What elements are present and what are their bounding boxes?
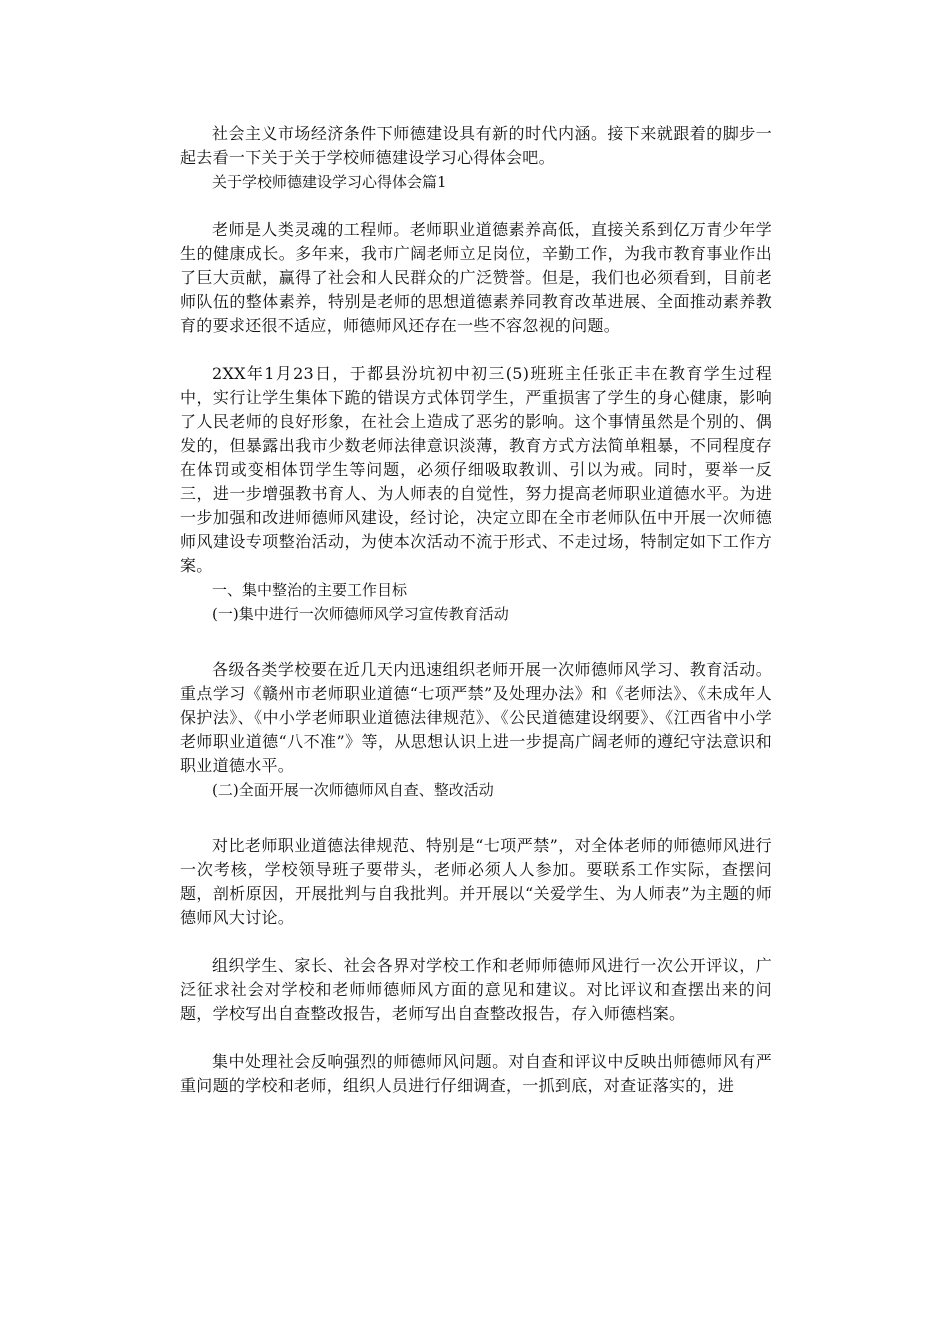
body-paragraph: 对比老师职业道德法律规范、特别是“七项严禁”，对全体老师的师德师风进行一次考核，学校领导班子要带头，老师必须人人参加。要联系工作实际，查摆问题，剖析原因，开展批判与自我批判。并开展以“关爱学生、为人师表”为主题的师德师风大讨论。: [180, 836, 772, 927]
body-paragraph: 各级各类学校要在近几天内迅速组织老师开展一次师德师风学习、教育活动。重点学习《赣州市老师职业道德“七项严禁”及处理办法》和《老师法》、《未成年人保护法》、《中小学老师职业道德法律规范》、《公民道德建设纲要》、《江西省中小学老师职业道德“八不准”》等，从思想认识上进一步提高广阔老师的遵纪守法意识和职业道德水平。: [180, 660, 772, 775]
subsection-heading: (二)全面开展一次师德师风自查、整改活动: [212, 781, 494, 799]
body-paragraph: 老师是人类灵魂的工程师。老师职业道德素养高低，直接关系到亿万青少年学生的健康成长。多年来，我市广阔老师立足岗位，辛勤工作，为我市教育事业作出了巨大贡献，赢得了社会和人民群众的广泛赞誉。但是，我们也必须看到，目前老师队伍的整体素养，特别是老师的思想道德素养同教育改革进展、全面推动素养教育的要求还很不适应，师德师风还存在一些不容忽视的问题。: [180, 220, 772, 335]
body-paragraph: 组织学生、家长、社会各界对学校工作和老师师德师风进行一次公开评议，广泛征求社会对学校和老师师德师风方面的意见和建议。对比评议和查摆出来的问题，学校写出自查整改报告，老师写出自查整改报告，存入师德档案。: [180, 956, 772, 1023]
intro-paragraph: 社会主义市场经济条件下师德建设具有新的时代内涵。接下来就跟着的脚步一起去看一下关于关于学校师德建设学习心得体会吧。: [180, 124, 772, 167]
article-title: 关于学校师德建设学习心得体会篇1: [212, 173, 447, 191]
body-paragraph: 集中处理社会反响强烈的师德师风问题。对自查和评议中反映出师德师风有严重问题的学校和老师，组织人员进行仔细调查，一抓到底，对查证落实的，进: [180, 1052, 772, 1095]
subsection-heading: (一)集中进行一次师德师风学习宣传教育活动: [212, 605, 509, 623]
section-heading: 一、集中整治的主要工作目标: [212, 581, 408, 599]
body-paragraph: 2XX年1月23日，于都县汾坑初中初三(5)班班主任张正丰在教育学生过程中，实行让学生集体下跪的错误方式体罚学生，严重损害了学生的身心健康，影响了人民老师的良好形象，在社会上造成了恶劣的影响。这个事情虽然是个别的、偶发的，但暴露出我市少数老师法律意识淡薄，教育方式方法简单粗暴，不同程度存在体罚或变相体罚学生等问题，必须仔细吸取教训、引以为戒。同时，要举一反三，进一步增强教书育人、为人师表的自觉性，努力提高老师职业道德水平。为进一步加强和改进师德师风建设，经讨论，决定立即在全市老师队伍中开展一次师德师风建设专项整治活动，为使本次活动不流于形式、不走过场，特制定如下工作方案。: [180, 364, 772, 575]
document-body: [180, 122, 772, 1098]
